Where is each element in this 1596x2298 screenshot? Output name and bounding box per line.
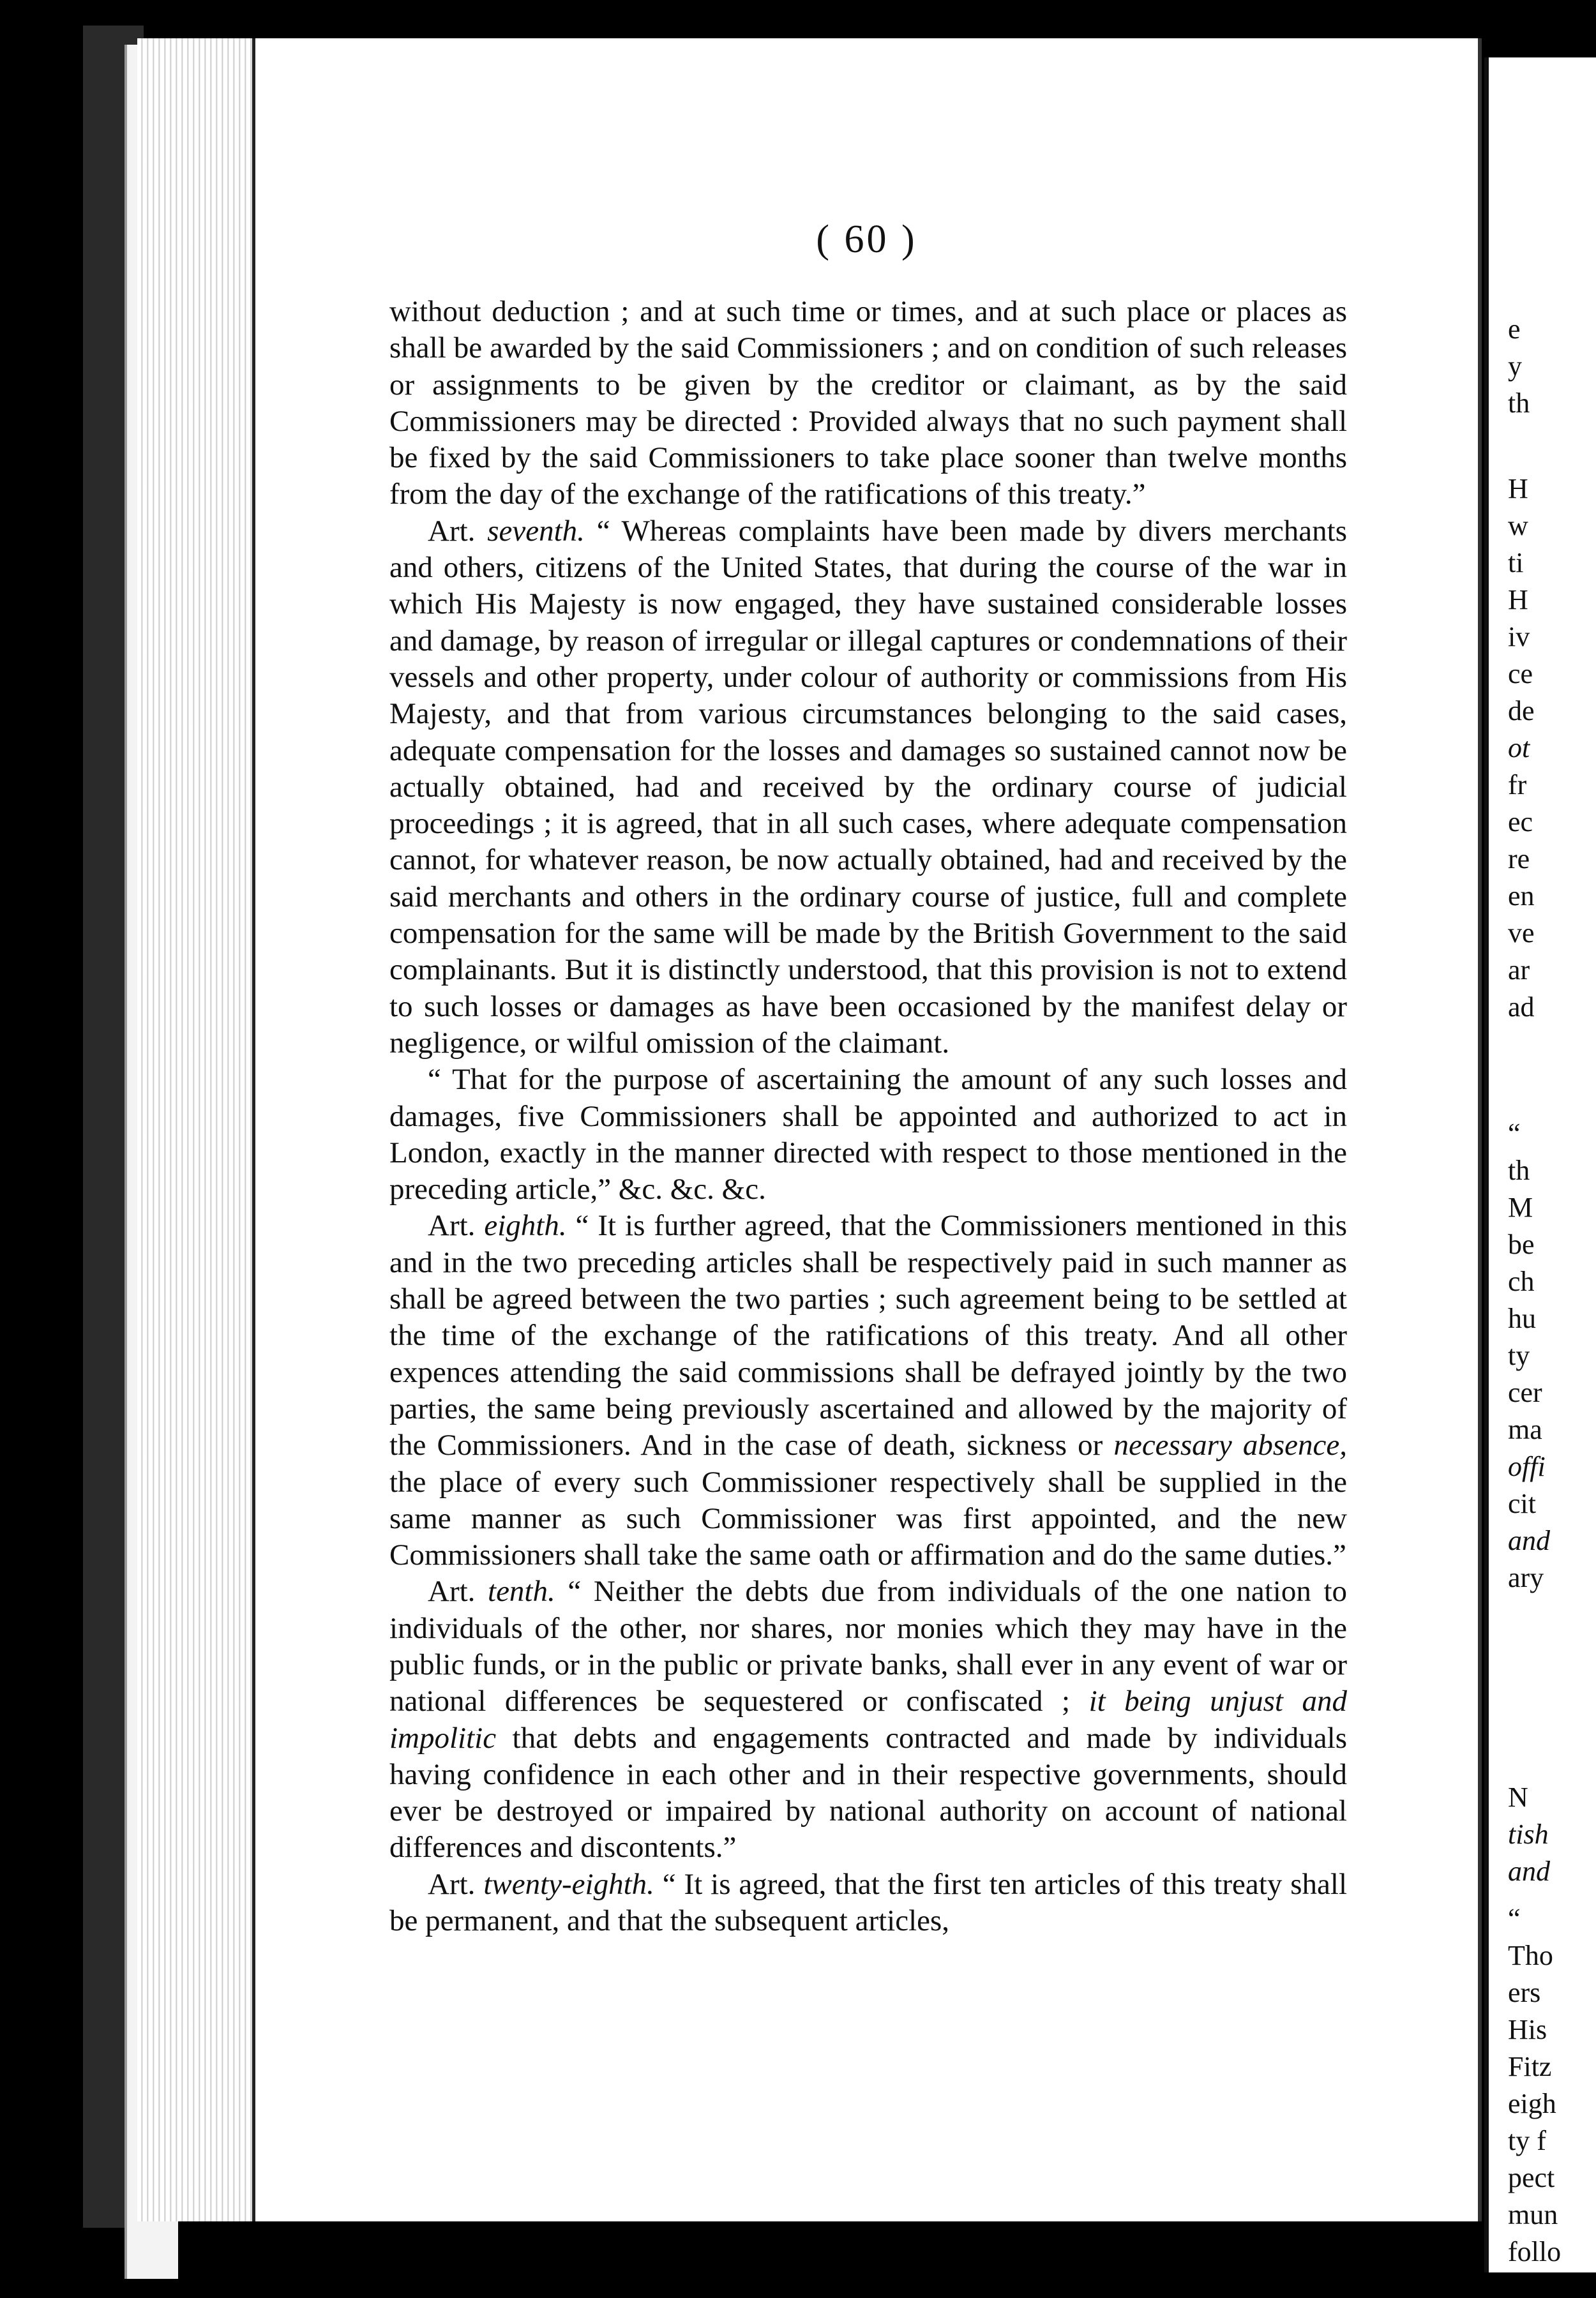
facing-fragment: fr: [1508, 769, 1527, 800]
facing-fragment: mun: [1508, 2199, 1558, 2230]
facing-fragment: y: [1508, 350, 1522, 382]
facing-fragment: ti: [1508, 547, 1524, 578]
paragraph: [389, 1062, 1347, 1208]
facing-page: [1484, 57, 1596, 2272]
paragraph-article-twenty-eighth: [389, 1866, 1347, 1940]
paragraph-text: that debts and engagements contracted and made by individuals having confidence in each other and in their respective governments, should ever be destroyed or impaired by national authority on account of national differences and discontents.”: [389, 1721, 1347, 1865]
article-lead: Art.: [428, 514, 476, 548]
facing-fragment: “: [1508, 1118, 1521, 1149]
facing-fragment: ad: [1508, 991, 1535, 1023]
paragraph-article-seventh: [389, 513, 1347, 1062]
page-body: [389, 294, 1347, 1939]
paragraph-text: without deduction ; and at such time or times, and at such place or places as shall be awarded by the said Commissioners ; and on condition of such releases or assignments to be given by the creditor or claimant, as by the said Commissioners may be directed : Provided always that no such payment shall be fixed by the said Commissioners to take place sooner than twelve months from the day of the exchange of the ratifications of this treaty.”: [389, 295, 1347, 511]
facing-fragment: re: [1508, 843, 1530, 875]
facing-fragment: ty f: [1508, 2125, 1546, 2156]
page-edges: [137, 38, 254, 2221]
facing-fragment: His: [1508, 2014, 1547, 2045]
paragraph-article-tenth: [389, 1573, 1347, 1866]
facing-fragment: N: [1508, 1782, 1528, 1813]
facing-fragment: de: [1508, 695, 1535, 726]
facing-fragment: pect: [1508, 2162, 1555, 2193]
facing-fragment: cit: [1508, 1488, 1536, 1519]
facing-fragment: cer: [1508, 1377, 1542, 1408]
italic-phrase: it being unjust and impolitic: [389, 1685, 1347, 1755]
facing-fragment: ce: [1508, 658, 1533, 689]
italic-phrase: necessary absence,: [1113, 1429, 1348, 1462]
facing-fragment: iv: [1508, 621, 1530, 652]
facing-fragment: Tho: [1508, 1940, 1553, 1971]
facing-fragment: M: [1508, 1192, 1533, 1223]
facing-fragment: e: [1508, 313, 1521, 345]
paragraph-text: “ It is agreed, that the first ten articles of this treaty shall be permanent, and that the subsequent articles,: [389, 1867, 1348, 1938]
paragraph-text: the place of every such Commissioner respectively shall be supplied in the same manner as such Commissioner was first appointed, and the new Commissioners shall take the same oath or affirmation and do the same duties.”: [389, 1465, 1347, 1572]
paragraph: [389, 294, 1347, 513]
paragraph-text: “ Neither the debts due from individuals of the one nation to individuals of the other, nor shares, nor monies which they may have in the public funds, or in the public or private banks, shall ever in any event of war or national differences be sequestered or confiscated ;: [389, 1575, 1348, 1718]
facing-fragment: th: [1508, 1155, 1530, 1186]
article-lead: Art.: [428, 1575, 476, 1609]
facing-fragment: H: [1508, 473, 1528, 504]
facing-fragment: ers: [1508, 1977, 1541, 2008]
facing-fragment: tish: [1508, 1819, 1549, 1850]
facing-fragment: hu: [1508, 1303, 1536, 1334]
article-lead: Art.: [428, 1209, 476, 1243]
document-page: [252, 38, 1482, 2221]
paragraph-text: “ Whereas complaints have been made by divers merchants and others, citizens of the United States, that during the course of the war in which His Majesty is now engaged, they have sustained considerable losses and damage, by reason of irregular or illegal captures or condemnations of their vessels and other property, under colour of authority or commissions from His Majesty, and that from various circumstances belonging to the said cases, adequate compensation for the losses and damages so sustained cannot now be actually obtained, had and received by the ordinary course of judicial proceedings ; it is agreed, that in all such cases, where adequate compensation cannot, for whatever reason, be now actually obtained, had and received by the said merchants and others in the ordinary course of justice, full and complete compensation for the same will be made by the British Government to the said complainants. But it is distinctly understood, that this provision is not to extend to such losses or damages as have been occasioned by the manifest delay or negligence, or wilful omission of the claimant.: [389, 514, 1348, 1060]
facing-fragment: ec: [1508, 806, 1533, 837]
facing-fragment: w: [1508, 510, 1528, 541]
facing-fragment: ar: [1508, 954, 1530, 986]
paragraph-text: “ It is further agreed, that the Commissioners mentioned in this and in the two preceding articles shall be respectively paid in such manner as shall be agreed between the two parties ; such agreement being to be settled at the time of the exchange of the ratifications of this treaty. And all other expences attending the said commissions shall be defrayed jointly by the two parties, the same being previously ascertained and allowed by the majority of the Commissioners. And in the case of death, sickness or: [389, 1209, 1348, 1462]
facing-fragment: H: [1508, 584, 1528, 615]
facing-fragment: Fitz: [1508, 2051, 1552, 2082]
facing-fragment: en: [1508, 880, 1535, 912]
facing-fragment: ty: [1508, 1340, 1530, 1371]
facing-fragment: th: [1508, 387, 1530, 419]
paragraph-article-eighth: [389, 1208, 1347, 1573]
facing-fragment: “: [1508, 1903, 1521, 1934]
facing-fragment: and: [1508, 1525, 1550, 1556]
facing-fragment: ma: [1508, 1414, 1542, 1445]
facing-fragment: follo: [1508, 2236, 1562, 2267]
article-label: seventh.: [487, 514, 585, 548]
facing-fragment: offi: [1508, 1451, 1546, 1482]
facing-fragment: be: [1508, 1229, 1535, 1260]
facing-fragment: ary: [1508, 1562, 1544, 1593]
facing-fragment: ot: [1508, 732, 1530, 763]
article-label: tenth.: [488, 1575, 555, 1609]
article-lead: Art.: [428, 1867, 476, 1901]
paragraph-text: “ That for the purpose of ascertaining the amount of any such losses and damages, five Commissioners shall be appointed and authorized to act in London, exactly in the manner directed with respect to those mentioned in the preceding article,” &c. &c. &c.: [389, 1063, 1347, 1206]
facing-fragment: eigh: [1508, 2088, 1556, 2119]
facing-fragment: ch: [1508, 1266, 1535, 1297]
page-number: ( 60 ): [816, 218, 917, 261]
article-label: eighth.: [484, 1209, 567, 1243]
article-label: twenty-eighth.: [483, 1867, 654, 1901]
facing-fragment: ve: [1508, 917, 1535, 949]
facing-fragment: and: [1508, 1856, 1550, 1887]
